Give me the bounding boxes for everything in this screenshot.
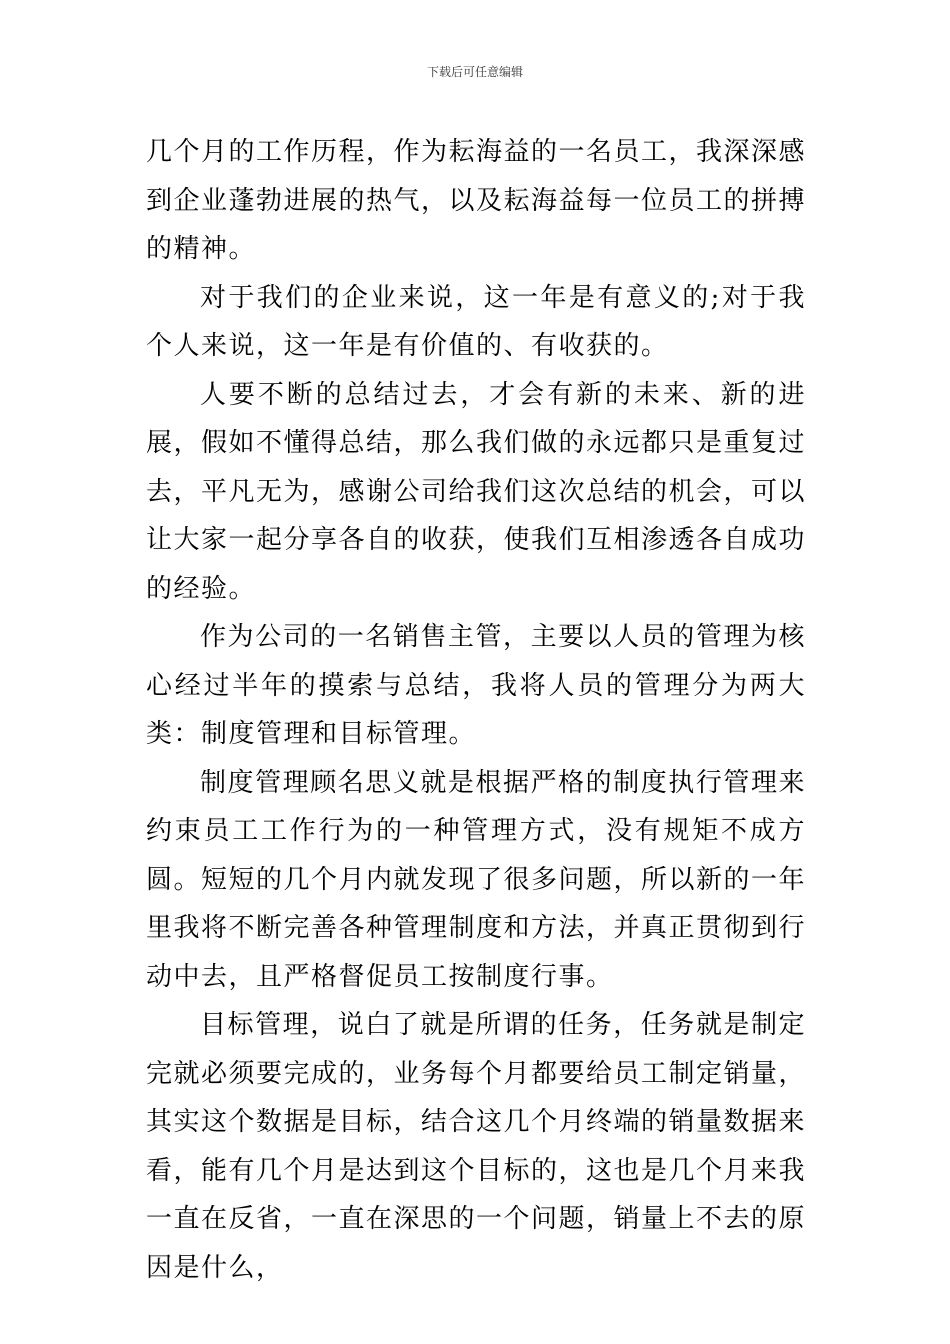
paragraph-3: 人要不断的总结过去，才会有新的未来、新的进展，假如不懂得总结，那么我们做的永远都只是重复过去，平凡无为，感谢公司给我们这次总结的机会，可以让大家一起分享各自的收获，使我们互相渗透各自成功的经验。 (146, 379, 807, 604)
paragraph-4: 作为公司的一名销售主管，主要以人员的管理为核心经过半年的摸索与总结，我将人员的管理分为两大类：制度管理和目标管理。 (146, 622, 806, 749)
paragraph-1: 几个月的工作历程，作为耘海益的一名员工，我深深感到企业蓬勃进展的热气，以及耘海益每一位员工的拼搏的精神。 (146, 137, 807, 264)
page-header: 下载后可任意编辑 (426, 65, 523, 79)
paragraph-5: 制度管理顾名思义就是根据严格的制度执行管理来约束员工工作行为的一种管理方式，没有规矩不成方圆。短短的几个月内就发现了很多问题，所以新的一年里我将不断完善各种管理制度和方法，并真正贯彻到行动中去，且严格督促员工按制度行事。 (146, 767, 807, 992)
paragraph-6: 目标管理，说白了就是所谓的任务，任务就是制定完就必须要完成的，业务每个月都要给员工制定销量，其实这个数据是目标，结合这几个月终端的销量数据来看，能有几个月是达到这个目标的，这也是几个月来我一直在反省，一直在深思的一个问题，销量上不去的原因是什么， (146, 1010, 807, 1283)
paragraph-2: 对于我们的企业来说，这一年是有意义的;对于我个人来说，这一年是有价值的、有收获的。 (146, 282, 806, 361)
document-body (146, 128, 806, 1292)
